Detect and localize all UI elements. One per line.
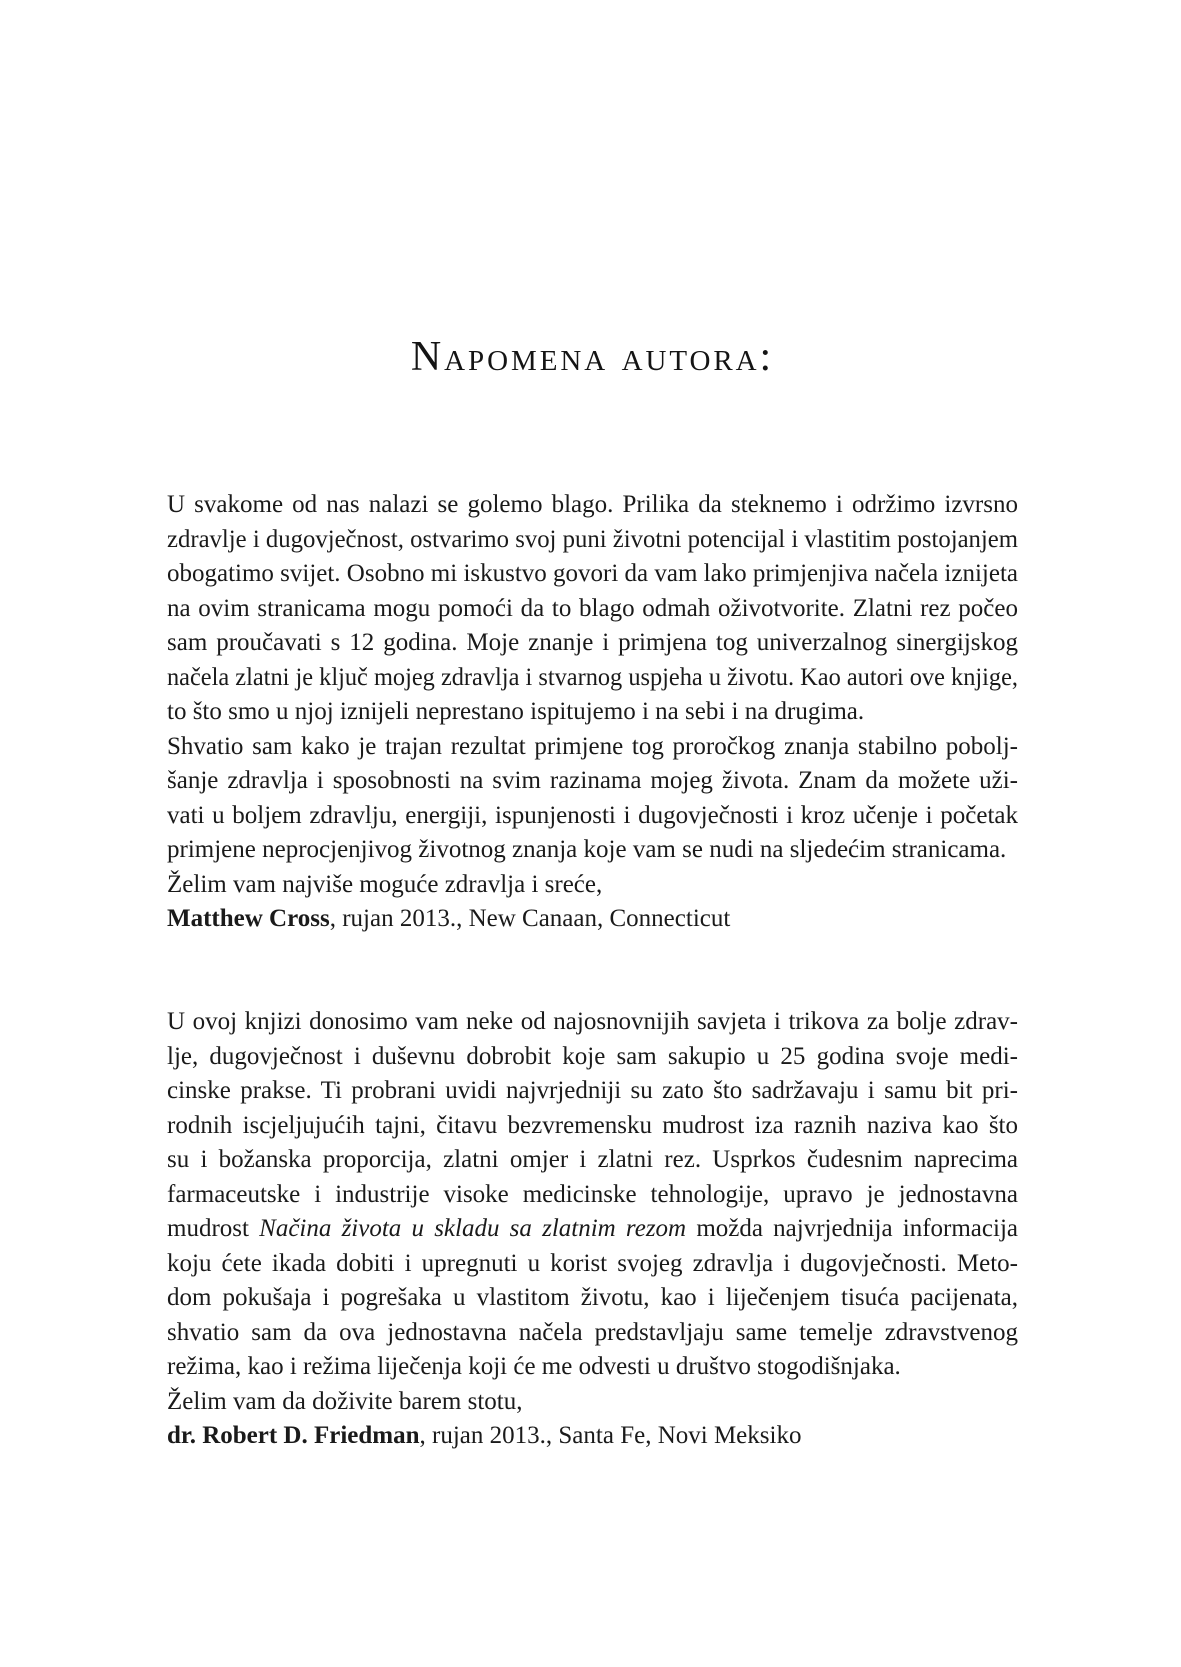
text-line bbox=[167, 1212, 1018, 1247]
text-segment: U ovoj knjizi donosimo vam neke od najosnovnijih savjeta i trikova za bolje zdrav- bbox=[167, 1008, 1018, 1035]
text-segment: režima, kao i režima liječenja koji će me odvesti u društvo stogodišnjaka. bbox=[167, 1353, 901, 1380]
text-segment: U svakome od nas nalazi se golemo blago. Prilika da steknemo i održimo izvrsno bbox=[167, 491, 1018, 518]
text-line-content bbox=[167, 695, 864, 730]
text-line bbox=[167, 764, 1018, 799]
text-line-content bbox=[167, 1143, 1018, 1178]
text-line-content bbox=[167, 730, 1018, 765]
text-line bbox=[167, 1109, 1018, 1144]
text-line-content bbox=[167, 833, 1006, 868]
text-line bbox=[167, 833, 1018, 868]
text-line-content bbox=[167, 1419, 801, 1454]
text-segment: Shvatio sam kako je trajan rezultat primjene tog proročkog znanja stabilno pobolj- bbox=[167, 732, 1018, 760]
text-segment: lje, dugovječnost i duševnu dobrobit koje sam sakupio u 25 godina svoje medi- bbox=[167, 1042, 1018, 1070]
text-line-content bbox=[167, 1281, 1018, 1316]
text-line bbox=[167, 1005, 1018, 1040]
text-segment: možda najvrjednija informacija bbox=[686, 1215, 1018, 1242]
text-line-content bbox=[167, 902, 730, 937]
text-line-content bbox=[167, 1212, 1018, 1247]
text-line bbox=[167, 661, 1018, 696]
text-segment: mudrost bbox=[167, 1215, 260, 1242]
page-title: Napomena autora: bbox=[410, 334, 775, 380]
text-line-content bbox=[167, 799, 1018, 834]
text-line bbox=[167, 1040, 1018, 1075]
text-segment: farmaceutske i industrije visoke medicinske tehnologije, upravo je jednostavna bbox=[167, 1180, 1018, 1208]
text-segment: zdravlje i dugovječnost, ostvarimo svoj puni životni potencijal i vlastitim postojanjem bbox=[167, 525, 1018, 553]
text-line bbox=[167, 695, 1018, 730]
text-segment: koju ćete ikada dobiti i upregnuti u korist svojeg zdravlja i dugovječnosti. Meto- bbox=[167, 1249, 1018, 1277]
text-line-content bbox=[167, 1074, 1018, 1109]
text-line bbox=[167, 557, 1018, 592]
author-note-cross bbox=[167, 488, 1018, 937]
text-line bbox=[167, 592, 1018, 627]
text-line-content bbox=[167, 592, 1018, 627]
text-segment: su i božanska proporcija, zlatni omjer i zlatni rez. Usprkos čudesnim naprecima bbox=[167, 1146, 1018, 1173]
bold-text: Matthew Cross bbox=[167, 905, 330, 932]
text-line bbox=[167, 1350, 1018, 1385]
text-line bbox=[167, 1074, 1018, 1109]
author-note-friedman bbox=[167, 1005, 1018, 1454]
text-line-content bbox=[167, 1109, 1018, 1144]
text-line bbox=[167, 488, 1018, 523]
text-line-content bbox=[167, 1316, 1018, 1351]
text-line bbox=[167, 730, 1018, 765]
text-line-content bbox=[167, 1040, 1018, 1075]
text-segment: šanje zdravlja i sposobnosti na svim razinama mojeg života. Znam da možete uži- bbox=[167, 767, 1018, 794]
text-line bbox=[167, 1178, 1018, 1213]
text-line bbox=[167, 799, 1018, 834]
text-line bbox=[167, 1143, 1018, 1178]
text-line-content bbox=[167, 764, 1018, 799]
text-line-content bbox=[167, 1350, 901, 1385]
text-line bbox=[167, 1316, 1018, 1351]
text-line-content bbox=[167, 661, 1018, 696]
text-segment: primjene neprocjenjivog životnog znanja koje vam se nudi na sljedećim stranicama. bbox=[167, 836, 1007, 863]
text-line bbox=[167, 902, 1018, 937]
text-segment: shvatio sam da ova jednostavna načela predstavljaju same temelje zdravstvenog bbox=[167, 1318, 1018, 1346]
text-segment: , rujan 2013., New Canaan, Connecticut bbox=[329, 905, 731, 932]
text-line-content bbox=[167, 523, 1018, 558]
text-segment: Želim vam najviše moguće zdravlja i sreće, bbox=[167, 870, 603, 898]
text-segment: sam proučavati s 12 godina. Moje znanje i primjena tog univerzalnog sinergijskog bbox=[167, 629, 1018, 656]
text-line-content bbox=[167, 488, 1018, 523]
text-line bbox=[167, 868, 1018, 903]
italic-text: Načina života u skladu sa zlatnim rezom bbox=[259, 1215, 687, 1242]
bold-text: dr. Robert D. Friedman bbox=[167, 1422, 420, 1449]
text-segment: vati u boljem zdravlju, energiji, ispunjenosti i dugovječnosti i kroz učenje i početak bbox=[167, 801, 1018, 829]
text-segment: cinske prakse. Ti probrani uvidi najvrjedniji su zato što sadržavaju i samu bit pri- bbox=[167, 1077, 1018, 1104]
text-line-content bbox=[167, 1005, 1018, 1040]
text-segment: rodnih iscjeljujućih tajni, čitavu bezvremensku mudrost iza raznih naziva kao što bbox=[167, 1111, 1018, 1139]
text-line-content bbox=[167, 868, 602, 903]
text-line-content bbox=[167, 1385, 522, 1420]
text-segment: to što smo u njoj iznijeli neprestano ispitujemo i na sebi i na drugima. bbox=[167, 698, 865, 725]
text-segment: načela zlatni je ključ mojeg zdravlja i stvarnog uspjeha u životu. Kao autori ove knjige, bbox=[167, 663, 1018, 691]
text-line-content bbox=[167, 557, 1018, 592]
text-segment: na ovim stranicama mogu pomoći da to blago odmah oživotvorite. Zlatni rez počeo bbox=[167, 594, 1018, 622]
text-line bbox=[167, 1385, 1018, 1420]
text-segment: , rujan 2013., Santa Fe, Novi Meksiko bbox=[419, 1422, 802, 1449]
text-line-content bbox=[167, 626, 1018, 661]
text-line-content bbox=[167, 1247, 1018, 1282]
text-line bbox=[167, 1281, 1018, 1316]
text-line bbox=[167, 1247, 1018, 1282]
text-line bbox=[167, 523, 1018, 558]
text-line bbox=[167, 626, 1018, 661]
text-segment: Želim vam da doživite barem stotu, bbox=[167, 1387, 523, 1415]
text-line bbox=[167, 1419, 1018, 1454]
text-segment: obogatimo svijet. Osobno mi iskustvo govori da vam lako primjenjiva načela iznijeta bbox=[167, 560, 1018, 587]
text-line-content bbox=[167, 1178, 1018, 1213]
text-segment: dom pokušaja i pogrešaka u vlastitom životu, kao i liječenjem tisuća pacijenata, bbox=[167, 1284, 1018, 1311]
